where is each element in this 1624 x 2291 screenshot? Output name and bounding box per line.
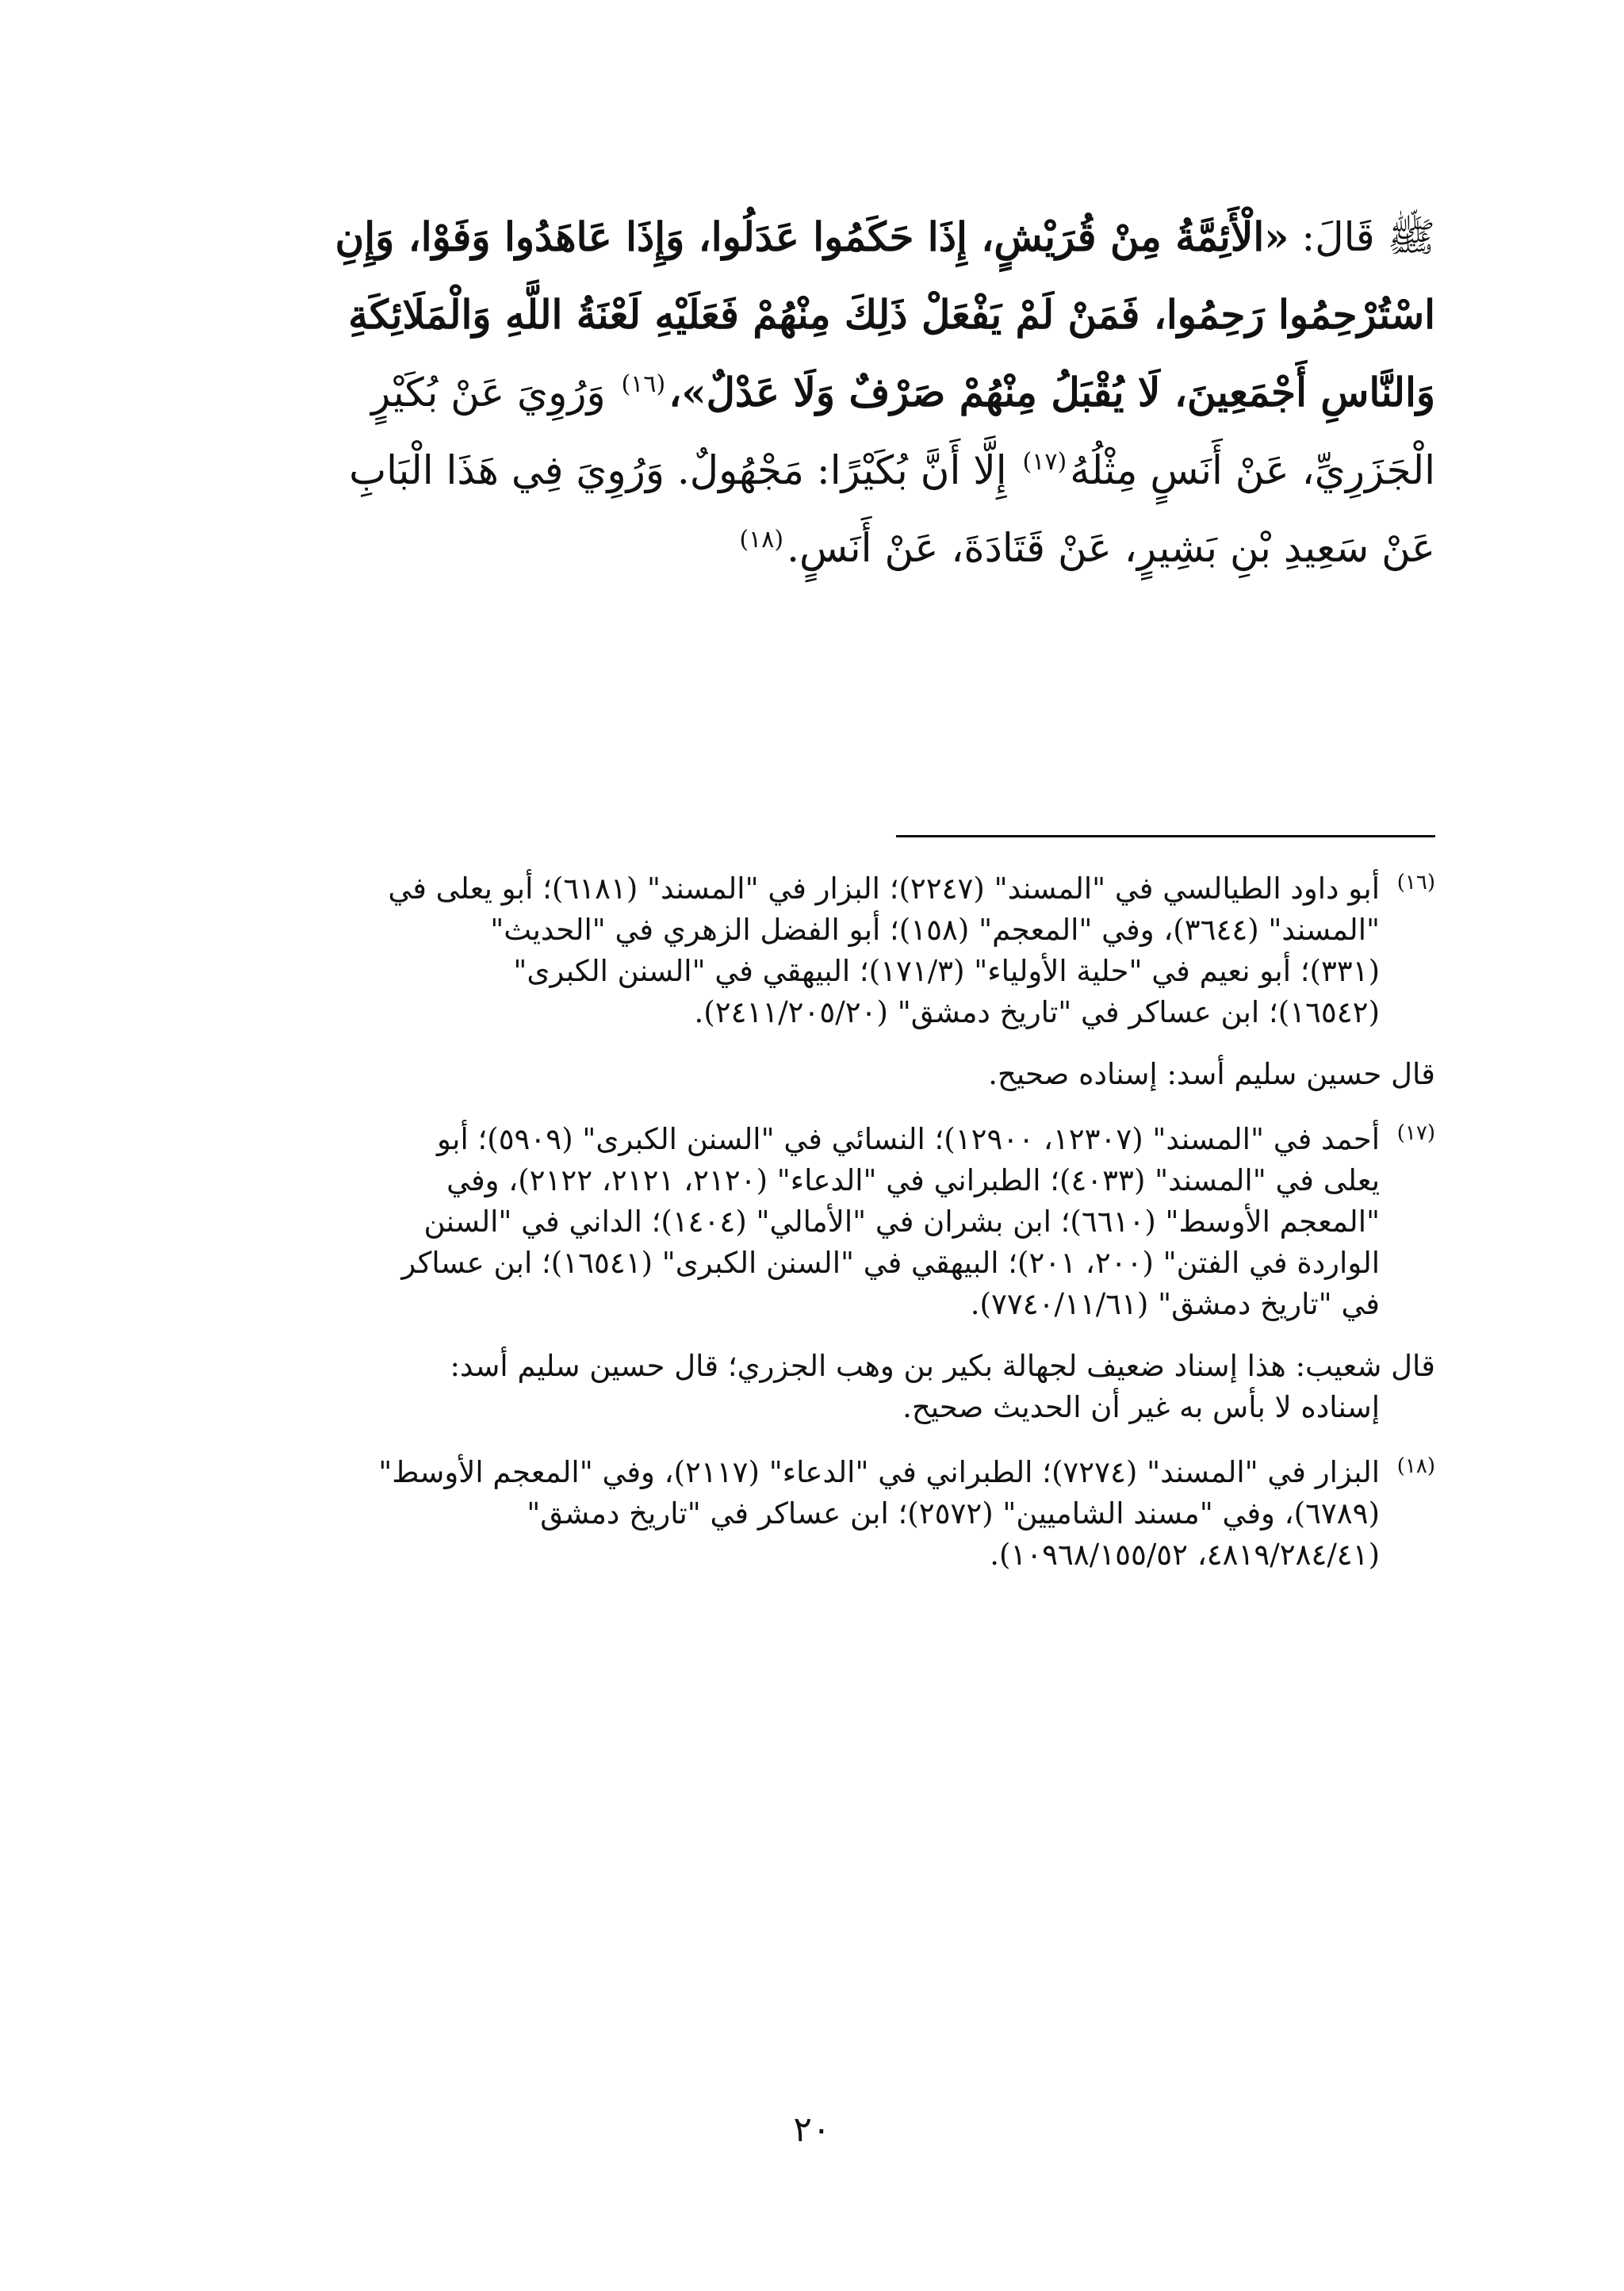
footnote-18 [190,1452,1435,1576]
footnote-number: (١٧) [1396,1121,1435,1145]
footnote-line: (٣٣١)؛ أبو نعيم في "حلية الأولياء" (١٧١/٣)؛ البيهقي في "السنن الكبرى" [513,954,1380,988]
footnote-line: يعلى في "المسند" (٤٠٣٣)؛ الطبراني في "الدعاء" (٢١٢٠، ٢١٢١، ٢١٢٢)، وفي [446,1163,1380,1197]
comment-line: إسناده لا بأس به غير أن الحديث صحيح. [902,1390,1380,1424]
narration-bukayr: وَرُوِيَ عَنْ بُكَيْرٍ [371,370,619,416]
footnote-comment-17 [190,1346,1435,1428]
main-line-4 [190,431,1435,509]
footnote-ref-17: (١٧) [1022,448,1067,477]
main-line-2: اسْتُرْحِمُوا رَحِمُوا، فَمَنْ لَمْ يَفْعَلْ ذَلِكَ مِنْهُمْ فَعَلَيْهِ لَعْنَةُ اللَّهِ وَالْمَلَائِكَةِ [348,291,1435,338]
main-text [190,198,1435,587]
footnote-line: (٤٨١٩/٢٨٤/٤١، ١٠٩٦٨/١٥٥/٥٢). [990,1538,1380,1572]
footnote-line: الواردة في الفتن" (٢٠٠، ٢٠١)؛ البيهقي في "السنن الكبرى" (١٦٥٤١)؛ ابن عساكر [401,1246,1380,1280]
footnote-ref-18: (١٨) [739,526,784,554]
comment-line: قال شعيب: هذا إسناد ضعيف لجهالة بكير بن وهب الجزري؛ قال حسين سليم أسد: [450,1349,1435,1383]
footnote-number: (١٨) [1396,1454,1435,1478]
footnote-number: (١٦) [1396,871,1435,895]
narration-said-bin-bashir: عَنْ سَعِيدِ بْنِ بَشِيرٍ، عَنْ قَتَادَةَ، عَنْ أَنَسٍ. [787,525,1435,571]
hadith-quote-end: وَالنَّاسِ أَجْمَعِينَ، لَا يُقْبَلُ مِنْهُمْ صَرْفٌ وَلَا عَدْلٌ»، [668,369,1435,416]
footnote-line: "المعجم الأوسط" (٦٦١٠)؛ ابن بشران في "الأمالي" (١٤٠٤)؛ الداني في "السنن [423,1205,1380,1239]
footnote-16 [190,868,1435,1033]
prophet-salutation-and-said: ﷺ قَالَ: [1289,214,1435,260]
footnote-line: "المسند" (٣٦٤٤)، وفي "المعجم" (١٥٨)؛ أبو الفضل الزهري في "الحديث" [490,913,1380,947]
footnote-line: البزار في "المسند" (٧٢٧٤)؛ الطبراني في "الدعاء" (٢١١٧)، وفي "المعجم الأوسط" [378,1455,1380,1489]
narration-majhul: إِلَّا أَنَّ بُكَيْرًا: مَجْهُولٌ. وَرُوِيَ فِي هَذَا الْبَابِ [349,447,1020,493]
footnote-ref-16: (١٦) [621,370,666,399]
footnote-line: في "تاريخ دمشق" (٧٧٤٠/١١/٦١). [970,1287,1380,1321]
narration-jazari: الْجَزَرِيِّ، عَنْ أَنَسٍ مِثْلُهُ [1070,447,1435,493]
footnote-line: أحمد في "المسند" (١٢٣٠٧، ١٢٩٠٠)؛ النسائي في "السنن الكبرى" (٥٩٠٩)؛ أبو [437,1122,1380,1156]
footnote-line: (١٦٥٤٢)؛ ابن عساكر في "تاريخ دمشق" (٢٤١١/٢٠٥/٢٠). [694,995,1380,1029]
main-line-5 [190,509,1435,587]
page-number: ٢٠ [793,2109,831,2150]
main-line-1 [190,198,1435,276]
footnote-comment-16: قال حسين سليم أسد: إسناده صحيح. [988,1057,1435,1091]
footnote-line: (٦٧٨٩)، وفي "مسند الشاميين" (٢٥٧٢)؛ ابن عساكر في "تاريخ دمشق" [527,1496,1380,1531]
footnote-line: أبو داود الطيالسي في "المسند" (٢٢٤٧)؛ البزار في "المسند" (٦١٨١)؛ أبو يعلى في [388,872,1380,906]
hadith-quote-start: «الْأَئِمَّةُ مِنْ قُرَيْشٍ، إِذَا حَكَمُوا عَدَلُوا، وَإِذَا عَاهَدُوا وَفَوْا، وَإِنِ [335,213,1289,260]
main-line-3 [190,354,1435,431]
footnote-separator [896,835,1435,837]
footnotes [190,868,1435,1576]
footnote-17 [190,1119,1435,1325]
